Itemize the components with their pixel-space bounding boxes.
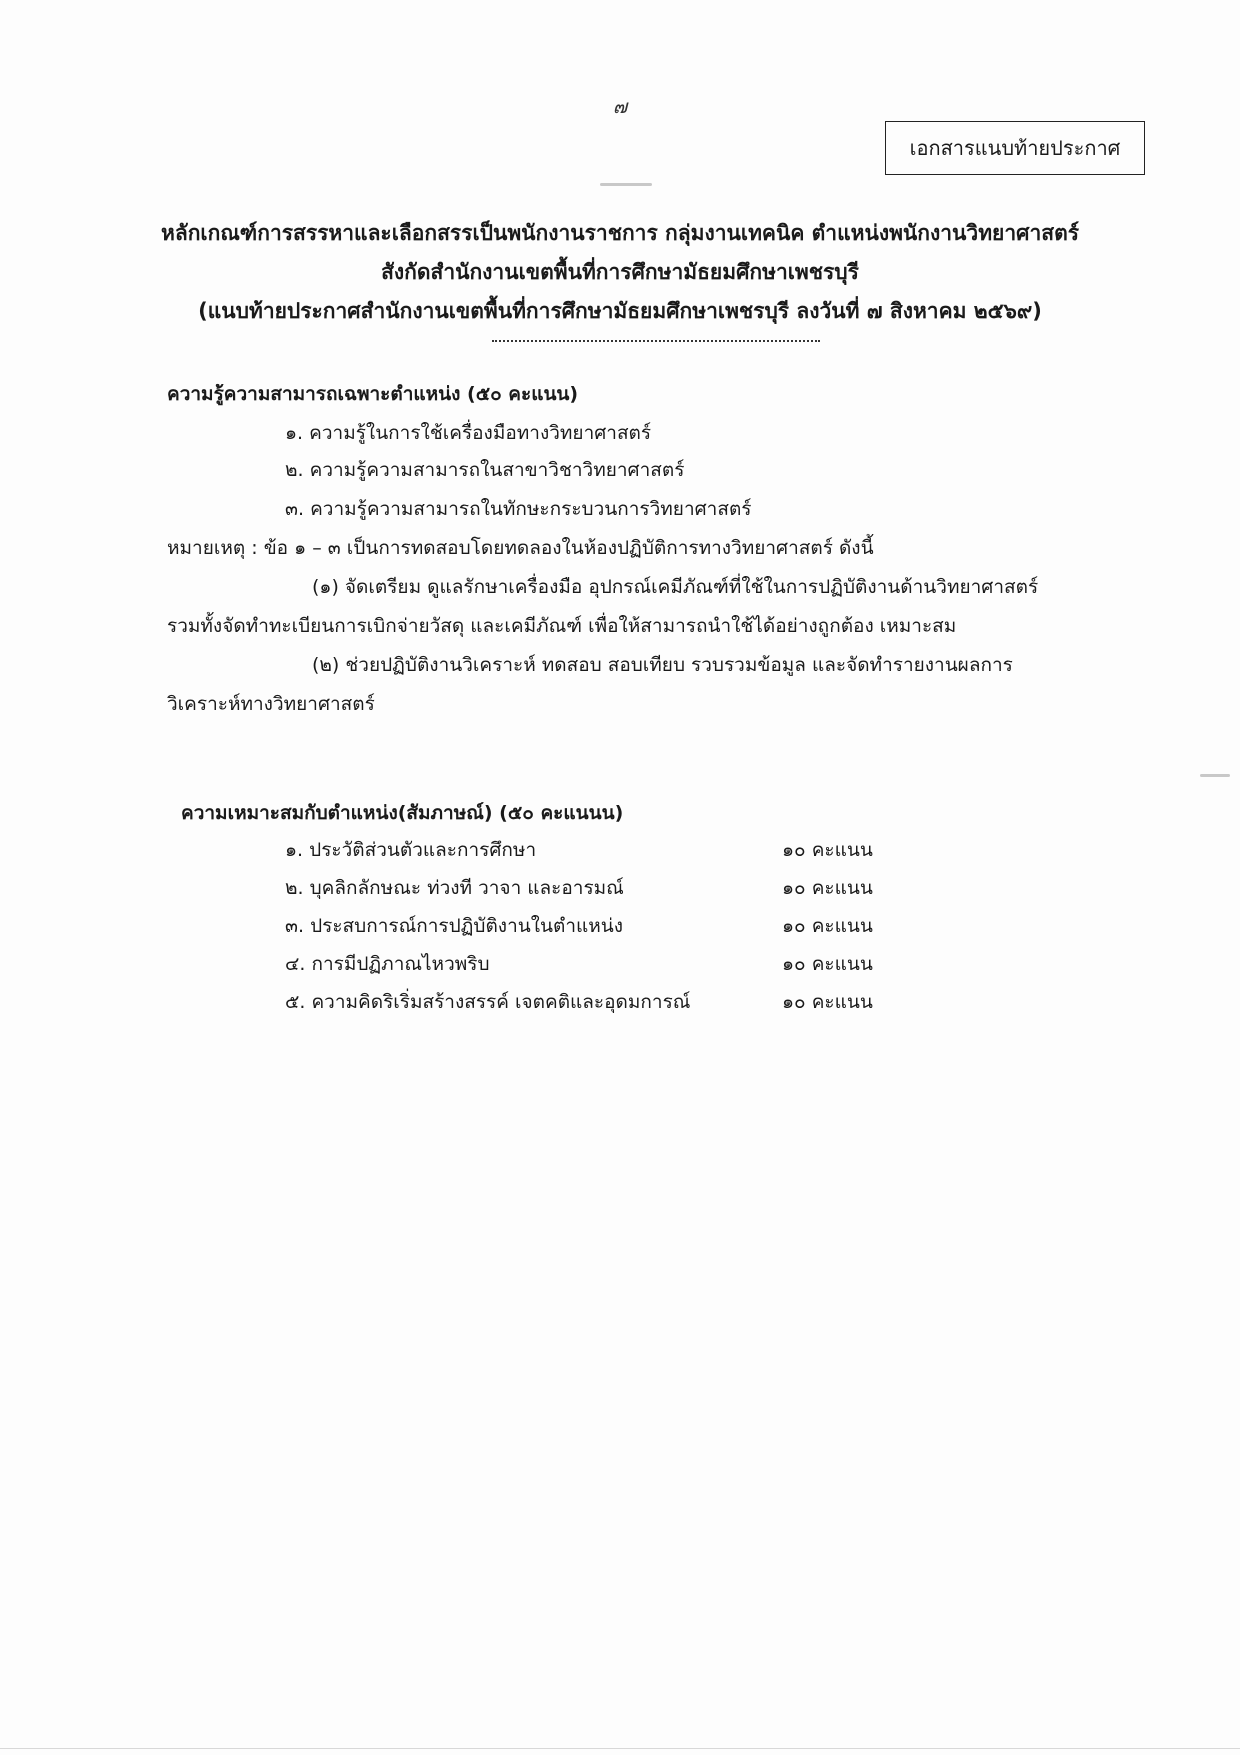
scan-bottom-edge	[0, 1748, 1240, 1749]
section2-item-score: ๑๐ คะแนน	[782, 915, 873, 937]
section2-title: ความเหมาะสมกับตำแหน่ง(สัมภาษณ์) (๕๐ คะแนนน)	[181, 802, 624, 824]
section1-note-1-line-2: รวมทั้งจัดทำทะเบียนการเบิกจ่ายวัสดุ และเคมีภัณฑ์ เพื่อให้สามารถนำใช้ได้อย่างถูกต้อง เหมาะสม	[167, 615, 957, 637]
section2-item-score: ๑๐ คะแนน	[782, 877, 873, 899]
section1-title: ความรู้ความสามารถเฉพาะตำแหน่ง (๕๐ คะแนน)	[167, 383, 579, 405]
section1-note-2-line-2: วิเคราะห์ทางวิทยาศาสตร์	[167, 693, 375, 715]
section2-item-label: ๒. บุคลิกลักษณะ ท่วงที วาจา และอารมณ์	[285, 877, 624, 899]
section2-item-score: ๑๐ คะแนน	[782, 991, 873, 1013]
header-title-line-2: สังกัดสำนักงานเขตพื้นที่การศึกษามัธยมศึกษาเพชรบุรี	[381, 260, 859, 284]
section1-item: ๑. ความรู้ในการใช้เครื่องมือทางวิทยาศาสตร์	[285, 422, 652, 444]
section1-item: ๒. ความรู้ความสามารถในสาขาวิชาวิทยาศาสตร์	[285, 459, 685, 481]
section1-note-1-line-1: (๑) จัดเตรียม ดูแลรักษาเครื่องมือ อุปกรณ์เคมีภัณฑ์ที่ใช้ในการปฏิบัติงานด้านวิทยาศาสตร์	[312, 576, 1039, 598]
header-title-line-1: หลักเกณฑ์การสรรหาและเลือกสรรเป็นพนักงานราชการ กลุ่มงานเทคนิค ตำแหน่งพนักงานวิทยาศาสตร์	[161, 221, 1079, 245]
section2-item-score: ๑๐ คะแนน	[782, 839, 873, 861]
attachment-label-box: เอกสารแนบท้ายประกาศ	[885, 121, 1145, 175]
section2-item-score: ๑๐ คะแนน	[782, 953, 873, 975]
dotted-separator	[492, 340, 820, 342]
section2-item-label: ๑. ประวัติส่วนตัวและการศึกษา	[285, 839, 537, 861]
section1-note-intro: หมายเหตุ : ข้อ ๑ – ๓ เป็นการทดสอบโดยทดลองในห้องปฏิบัติการทางวิทยาศาสตร์ ดังนี้	[167, 537, 874, 559]
scan-artifact	[1200, 774, 1230, 777]
section2-item-label: ๕. ความคิดริเริ่มสร้างสรรค์ เจตคติและอุดมการณ์	[285, 991, 691, 1013]
page-number: ๗	[612, 96, 628, 118]
section2-item-label: ๔. การมีปฏิภาณไหวพริบ	[285, 953, 490, 975]
section2-item-label: ๓. ประสบการณ์การปฏิบัติงานในตำแหน่ง	[285, 915, 624, 937]
section1-note-2-line-1: (๒) ช่วยปฏิบัติงานวิเคราะห์ ทดสอบ สอบเทียบ รวบรวมข้อมูล และจัดทำรายงานผลการ	[312, 654, 1013, 676]
header-title-line-3: (แนบท้ายประกาศสำนักงานเขตพื้นที่การศึกษามัธยมศึกษาเพชรบุรี ลงวันที่ ๗ สิงหาคม ๒๕๖๙)	[198, 299, 1042, 323]
section1-item: ๓. ความรู้ความสามารถในทักษะกระบวนการวิทยาศาสตร์	[285, 498, 752, 520]
scan-artifact	[600, 183, 652, 186]
